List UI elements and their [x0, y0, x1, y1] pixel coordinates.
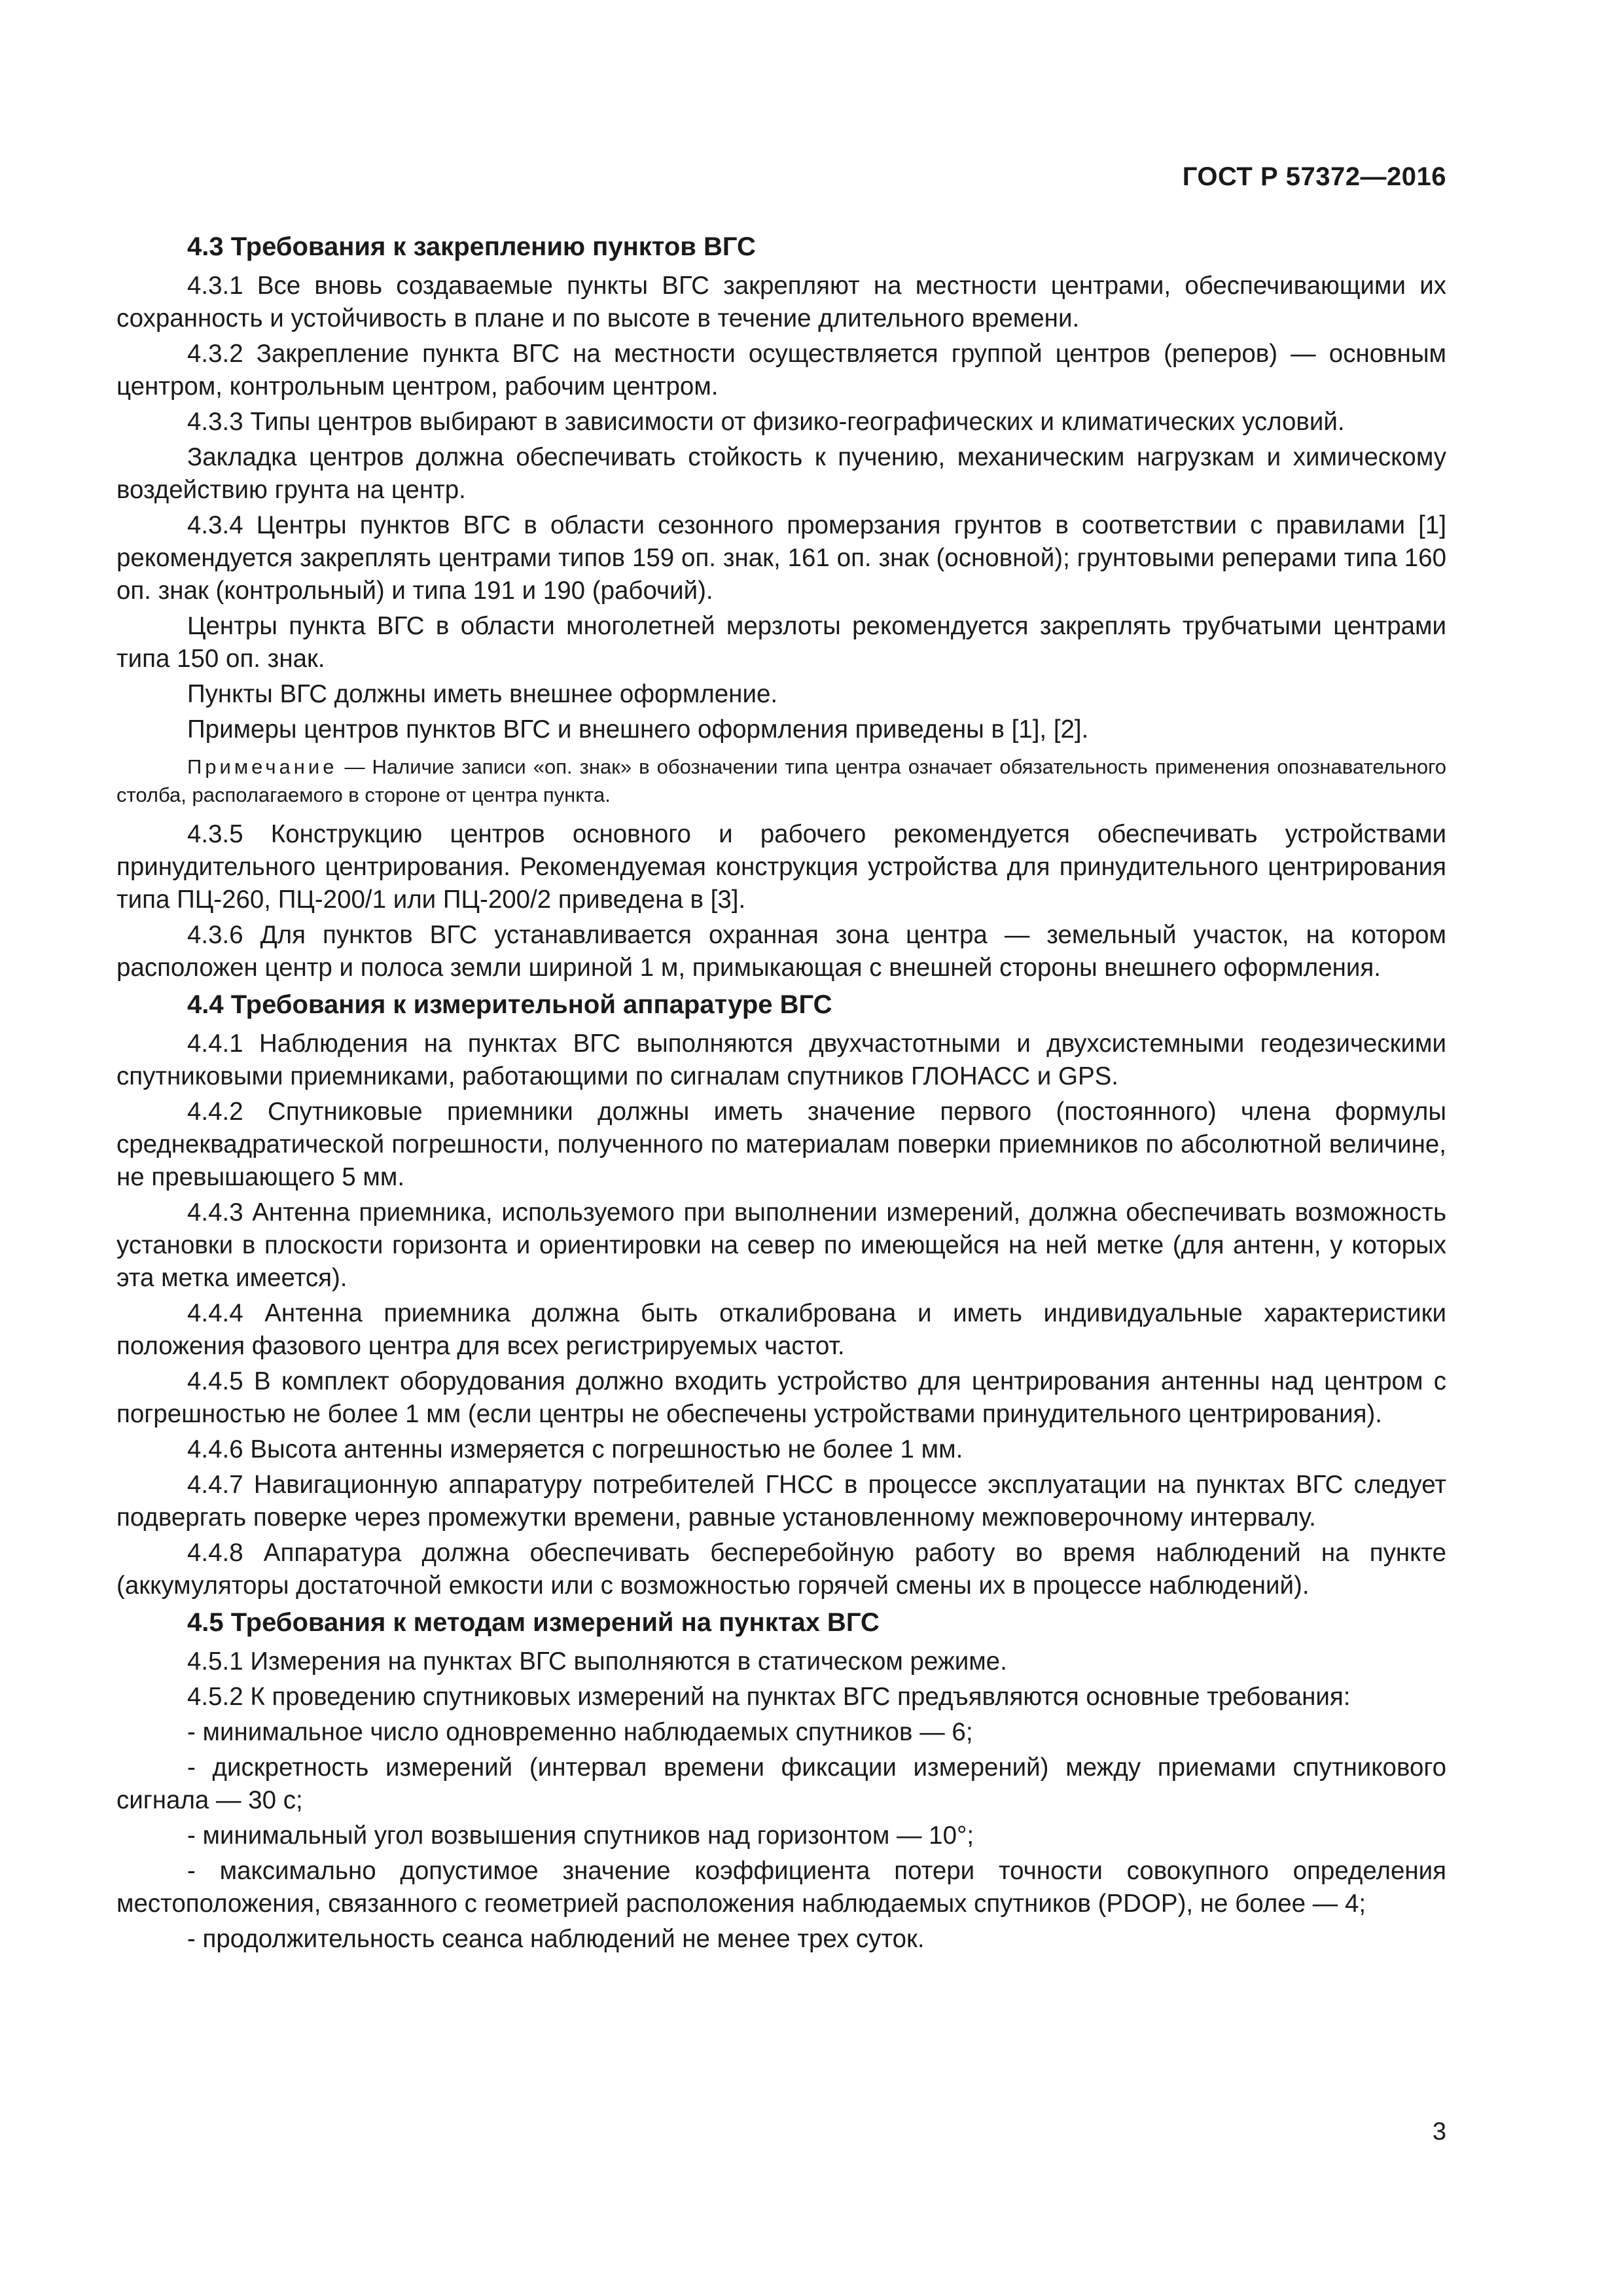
paragraph-4-4-5: 4.4.5 В комплект оборудования должно входить устройство для центрирования антенны над центром с погрешностью не более 1 мм (если центры не обеспечены устройствами принудительного центрирования).	[116, 1367, 1446, 1428]
list-item: - продолжительность сеанса наблюдений не менее трех суток.	[187, 1925, 925, 1953]
paragraph-permafrost-centers: Центры пункта ВГС в области многолетней мерзлоты рекомендуется закреплять трубчатыми центрами типа 150 оп. знак.	[116, 612, 1446, 673]
note-text: — Наличие записи «оп. знак» в обозначении типа центра означает обязательность применения опознавательного столба, располагаемого в стороне от центра пункта.	[116, 755, 1446, 806]
paragraph-4-4-7: 4.4.7 Навигационную аппаратуру потребителей ГНСС в процессе эксплуатации на пунктах ВГС следует подвергать поверке через промежутки времени, равные установленному межповерочному интервалу.	[116, 1471, 1446, 1532]
paragraph-external-design: Пункты ВГС должны иметь внешнее оформление.	[187, 680, 778, 708]
paragraph-4-3-6: 4.3.6 Для пунктов ВГС устанавливается охранная зона центра — земельный участок, на котором расположен центр и полоса земли шириной 1 м, примыкающая с внешней стороны внешнего оформления.	[116, 921, 1446, 982]
section-heading-4-3: 4.3 Требования к закреплению пунктов ВГС	[187, 232, 756, 261]
page-number: 3	[1432, 2118, 1446, 2145]
paragraph-center-laying: Закладка центров должна обеспечивать стойкость к пучению, механическим нагрузкам и химическому воздействию грунта на центр.	[116, 443, 1446, 504]
paragraph-4-5-2: 4.5.2 К проведению спутниковых измерений на пунктах ВГС предъявляются основные требования:	[187, 1683, 1351, 1711]
paragraph-4-3-2: 4.3.2 Закрепление пункта ВГС на местности осуществляется группой центров (реперов) — основным центром, контрольным центром, рабочим центром.	[116, 340, 1446, 401]
paragraph-4-3-4: 4.3.4 Центры пунктов ВГС в области сезонного промерзания грунтов в соответствии с правилами [1] рекомендуется закреплять центрами типов 159 оп. знак, 161 оп. знак (основной); грунтовыми реперами типа 160 оп. знак (контрольный) и типа 191 и 190 (рабочий).	[116, 511, 1446, 605]
document-id-header: ГОСТ Р 57372—2016	[1182, 162, 1446, 191]
paragraph-4-4-2: 4.4.2 Спутниковые приемники должны иметь значение первого (постоянного) члена формулы среднеквадратической погрешности, полученного по материалам поверки приемников по абсолютной величине, не превышающего 5 мм.	[116, 1098, 1446, 1191]
section-heading-4-4: 4.4 Требования к измерительной аппаратуре ВГС	[187, 990, 832, 1019]
paragraph-4-4-8: 4.4.8 Аппаратура должна обеспечивать бесперебойную работу во время наблюдений на пункте (аккумуляторы достаточной емкости или с возможностью горячей смены их в процессе наблюдений).	[116, 1539, 1446, 1600]
paragraph-4-3-1: 4.3.1 Все вновь создаваемые пункты ВГС закрепляют на местности центрами, обеспечивающими их сохранность и устойчивость в плане и по высоте в течение длительного времени.	[116, 272, 1446, 332]
paragraph-4-4-4: 4.4.4 Антенна приемника должна быть откалибрована и иметь индивидуальные характеристики положения фазового центра для всех регистрируемых частот.	[116, 1299, 1446, 1360]
paragraph-examples-reference: Примеры центров пунктов ВГС и внешнего оформления приведены в [1], [2].	[187, 715, 1089, 744]
list-item: - минимальное число одновременно наблюдаемых спутников — 6;	[187, 1718, 973, 1746]
paragraph-4-3-5: 4.3.5 Конструкцию центров основного и рабочего рекомендуется обеспечивать устройствами принудительного центрирования. Рекомендуемая конструкция устройства для принудительного центрирования типа ПЦ-260, ПЦ-200/1 или ПЦ-200/2 приведена в [3].	[116, 820, 1446, 914]
paragraph-4-3-3: 4.3.3 Типы центров выбирают в зависимости от физико-географических и климатических условий.	[187, 408, 1345, 436]
note	[116, 753, 1446, 809]
paragraph-4-4-6: 4.4.6 Высота антенны измеряется с погрешностью не более 1 мм.	[187, 1435, 963, 1463]
document-body	[116, 229, 1446, 1958]
paragraph-4-4-1: 4.4.1 Наблюдения на пунктах ВГС выполняются двухчастотными и двухсистемными геодезическими спутниковыми приемниками, работающими по сигналам спутников ГЛОНАСС и GPS.	[116, 1030, 1446, 1090]
list-item: - минимальный угол возвышения спутников над горизонтом — 10°;	[187, 1821, 974, 1850]
paragraph-4-4-3: 4.4.3 Антенна приемника, используемого при выполнении измерений, должна обеспечивать возможность установки в плоскости горизонта и ориентировки на север по имеющейся на ней метке (для антенн, у которых эта метка имеется).	[116, 1198, 1446, 1292]
note-label: Примечание	[187, 755, 338, 778]
paragraph-4-5-1: 4.5.1 Измерения на пунктах ВГС выполняются в статическом режиме.	[187, 1647, 1007, 1676]
section-heading-4-5: 4.5 Требования к методам измерений на пунктах ВГС	[187, 1608, 880, 1637]
list-item: - максимально допустимое значение коэффициента потери точности совокупного определения местоположения, связанного с геометрией расположения наблюдаемых спутников (PDOP), не более — 4;	[116, 1857, 1446, 1918]
list-item: - дискретность измерений (интервал времени фиксации измерений) между приемами спутникового сигнала — 30 с;	[116, 1753, 1446, 1814]
